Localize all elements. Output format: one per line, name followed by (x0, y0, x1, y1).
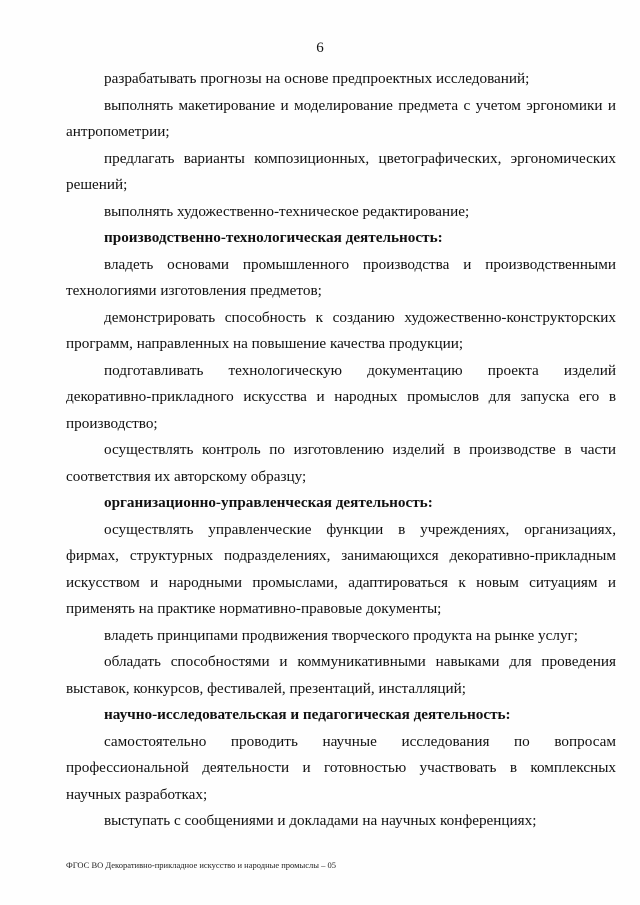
paragraph: подготавливать технологическую документацию проекта изделий декоративно-прикладного искусства и народных промыслов для запуска его в производство; (66, 361, 616, 432)
paragraph: демонстрировать способность к созданию художественно-конструкторских программ, направленных на повышение качества продукции; (66, 308, 616, 352)
paragraph: обладать способностями и коммуникативными навыками для проведения выставок, конкурсов, фестивалей, презентаций, инсталляций; (66, 653, 616, 697)
paragraph: осуществлять управленческие функции в учреждениях, организациях, фирмах, структурных подразделениях, занимающихся декоративно-прикладным искусством и народными промыслами, адаптироваться к новым ситуациям и применять на практике нормативно-правовые документы; (66, 520, 616, 617)
section-heading: организационно-управленческая деятельность: (104, 494, 433, 511)
paragraph: самостоятельно проводить научные исследования по вопросам профессиональной деятельности и готовностью участвовать в комплексных научных разработках; (66, 732, 616, 803)
paragraph: выполнять художественно-техническое редактирование; (104, 202, 470, 220)
page-footer: ФГОС ВО Декоративно-прикладное искусство и народные промыслы – 05 (66, 860, 336, 870)
section-heading: научно-исследовательская и педагогическая деятельность: (104, 706, 511, 723)
document-body (66, 66, 616, 835)
page-number: 6 (316, 40, 324, 56)
paragraph: выступать с сообщениями и докладами на научных конференциях; (104, 812, 537, 829)
paragraph: разрабатывать прогнозы на основе предпроектных исследований; (104, 70, 530, 87)
paragraph: предлагать варианты композиционных, цветографических, эргономических решений; (66, 149, 616, 193)
paragraph: владеть основами промышленного производства и производственными технологиями изготовления предметов; (66, 255, 616, 299)
paragraph: владеть принципами продвижения творческого продукта на рынке услуг; (104, 626, 579, 644)
section-heading: производственно-технологическая деятельность: (104, 229, 443, 246)
paragraph: осуществлять контроль по изготовлению изделий в производстве в части соответствия их авторскому образцу; (66, 441, 616, 485)
paragraph: выполнять макетирование и моделирование предмета с учетом эргономики и антропометрии; (66, 96, 616, 140)
